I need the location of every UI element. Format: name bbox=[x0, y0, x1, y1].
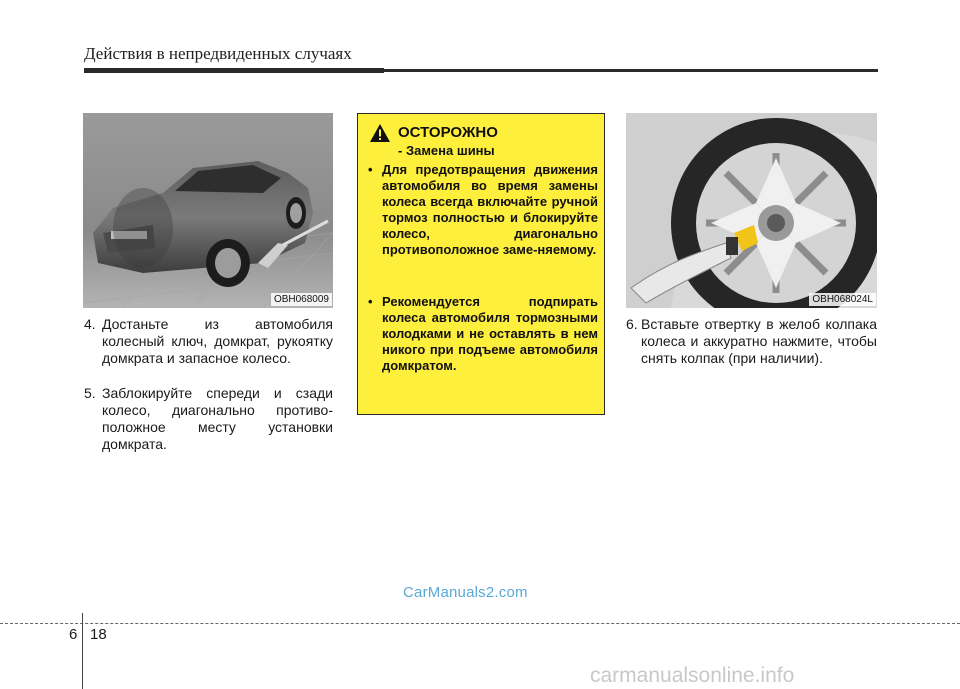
caution-bullet-text: Для предотвращения движения автомобиля во время замены колеса всегда включайте ручной тормоз полностью и блокируйте колесо, диагонально противоположное заме-няемому. bbox=[382, 162, 598, 257]
step-4 bbox=[84, 316, 333, 367]
figure-caption-right: OBH068024L bbox=[809, 293, 876, 306]
page-number: 18 bbox=[90, 626, 107, 643]
step-number: 4. bbox=[84, 316, 96, 332]
footer-dashed-rule bbox=[0, 623, 960, 624]
step-text: Вставьте отвертку в желоб колпака колеса и аккуратно нажмите, чтобы снять колпак (при наличии). bbox=[641, 316, 877, 366]
caution-title: ОСТОРОЖНО bbox=[398, 124, 498, 141]
caution-bullet: • Рекомендуется подпирать колеса автомобиля тормозными колодками и не оставлять в нем никого при подъеме автомобиля домкратом. bbox=[368, 294, 598, 373]
step-text: Заблокируйте спереди и сзади колесо, диагонально противо-положное месту установки домкрата. bbox=[102, 385, 333, 452]
step-6 bbox=[626, 316, 877, 367]
warning-triangle-icon bbox=[369, 123, 391, 148]
step-number: 6. bbox=[626, 316, 638, 332]
wheel-cover-photo bbox=[626, 113, 877, 308]
footer-brand-link[interactable]: carmanualsonline.info bbox=[590, 664, 795, 687]
caution-bullet: • Для предотвращения движения автомобиля во время замены колеса всегда включайте ручной тормоз полностью и блокируйте колесо, диагонально противоположное заме-няемому. bbox=[368, 162, 598, 257]
watermark-link[interactable]: CarManuals2.com bbox=[403, 584, 528, 601]
step-5 bbox=[84, 385, 333, 453]
caution-bullet-text: Рекомендуется подпирать колеса автомобиля тормозными колодками и не оставлять в нем никого при подъеме автомобиля домкратом. bbox=[382, 294, 598, 373]
figure-caption-left: OBH068009 bbox=[271, 293, 332, 306]
page-number-divider bbox=[82, 613, 83, 689]
caution-subtitle: - Замена шины bbox=[398, 143, 495, 158]
page-section-number: 6 bbox=[69, 626, 78, 643]
page-header-title: Действия в непредвиденных случаях bbox=[84, 44, 352, 63]
car-on-jack-photo bbox=[83, 113, 333, 308]
step-text: Достаньте из автомобиля колесный ключ, домкрат, рукоятку домкрата и запасное колесо. bbox=[102, 316, 333, 366]
header-rule bbox=[84, 68, 878, 73]
step-number: 5. bbox=[84, 385, 96, 401]
caution-box bbox=[357, 113, 605, 415]
